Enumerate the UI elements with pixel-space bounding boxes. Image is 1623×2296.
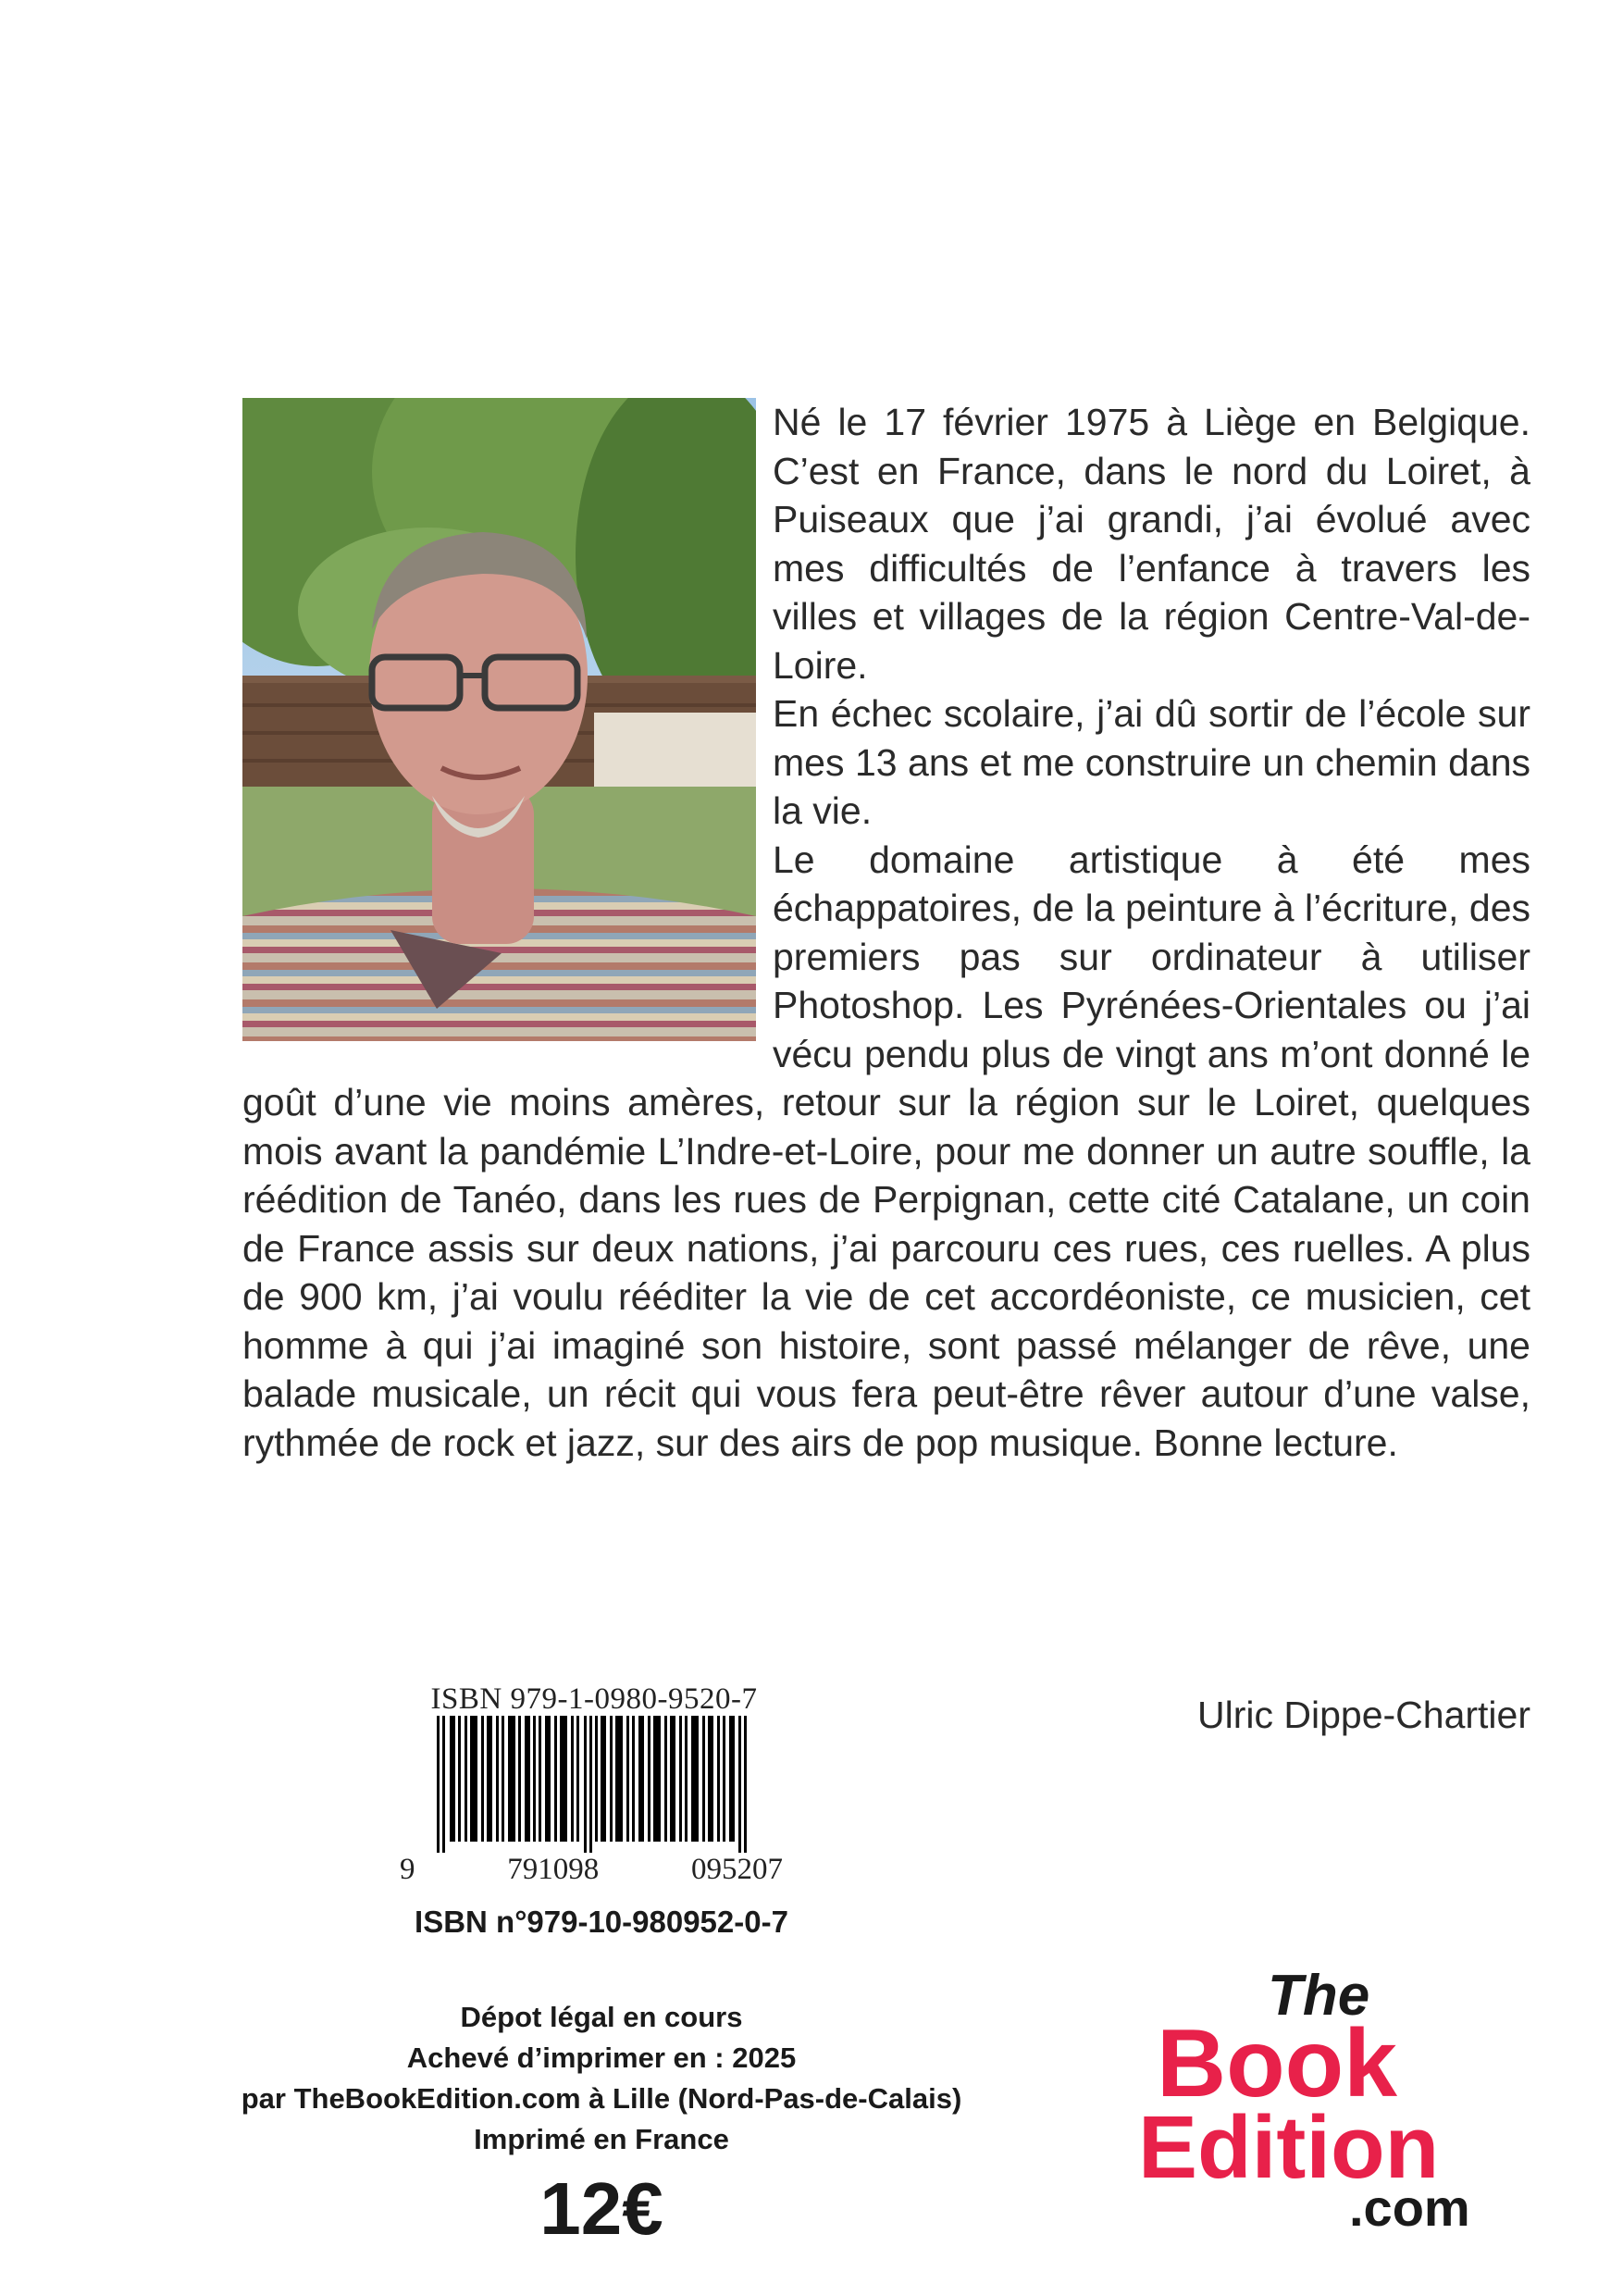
barcode-digit-group: 9 [400, 1853, 415, 1886]
bio-paragraph: En échec scolaire, j’ai dû sortir de l’école sur mes 13 ans et me construire un chemin dans la vie. [773, 692, 1530, 832]
barcode-digit-group: 095207 [691, 1853, 783, 1886]
logo-book: Book [1157, 2010, 1397, 2117]
bio-paragraph: Né le 17 février 1975 à Liège en Belgique. C’est en France, dans le nord du Loiret, à Puiseaux que j’ai grandi, j’ai évolué avec mes difficultés de l’enfance à travers les villes et villages de la région Centre-Val-de-Loire. [773, 401, 1530, 687]
logo-the: The [1268, 1964, 1370, 2028]
logo-com: .com [1349, 2178, 1470, 2235]
thebookedition-logo [1138, 1957, 1545, 2235]
legal-line: Achevé d’imprimer en : 2025 [406, 2042, 797, 2074]
legal-notice [204, 1997, 999, 2160]
isbn-barcode [400, 1682, 788, 1886]
barcode-isbn-label: ISBN 979-1-0980-9520-7 [430, 1682, 758, 1716]
isbn-number: ISBN n°979-10-980952-0-7 [415, 1905, 788, 1939]
barcode-bars [409, 1716, 779, 1853]
price: 12€ [539, 2167, 663, 2250]
author-biography [242, 398, 1530, 1467]
legal-line: Dépot légal en cours [460, 2001, 743, 2033]
photo-spacer [242, 398, 756, 1041]
legal-line: Imprimé en France [474, 2123, 729, 2155]
bio-paragraph: Le domaine artistique à été mes échappatoires, de la peinture à l’écriture, des premiers pas sur ordinateur à utiliser Photoshop. Les Pyrénées-Orientales ou j’ai vécu pendu plus de vingt ans m’ont donné le goût d’une vie moins amères, retour sur la région sur le Loiret, quelques mois avant la pandémie L’Indre-et-Loire, pour me donner un autre souffle, la réédition de Tanéo, dans les rues de Perpignan, cette cité Catalane, un coin de France assis sur deux nations, j’ai parcouru ces rues, ces ruelles. A plus de 900 km, j’ai voulu rééditer la vie de cet accordéoniste, ce musicien, cet homme à qui j’ai imaginé son histoire, sont passé mélanger de rêve, une balade musicale, un récit qui vous fera peut-être rêver autour d’une valse, rythmée de rock et jazz, sur des airs de pop musique. Bonne lecture. [242, 838, 1530, 1464]
author-signature: Ulric Dippe-Chartier [1197, 1694, 1530, 1736]
barcode-digit-group: 791098 [507, 1853, 600, 1886]
logo-edition: Edition [1138, 2098, 1440, 2197]
barcode-digits [400, 1853, 788, 1886]
legal-line: par TheBookEdition.com à Lille (Nord-Pas-de-Calais) [241, 2082, 962, 2115]
